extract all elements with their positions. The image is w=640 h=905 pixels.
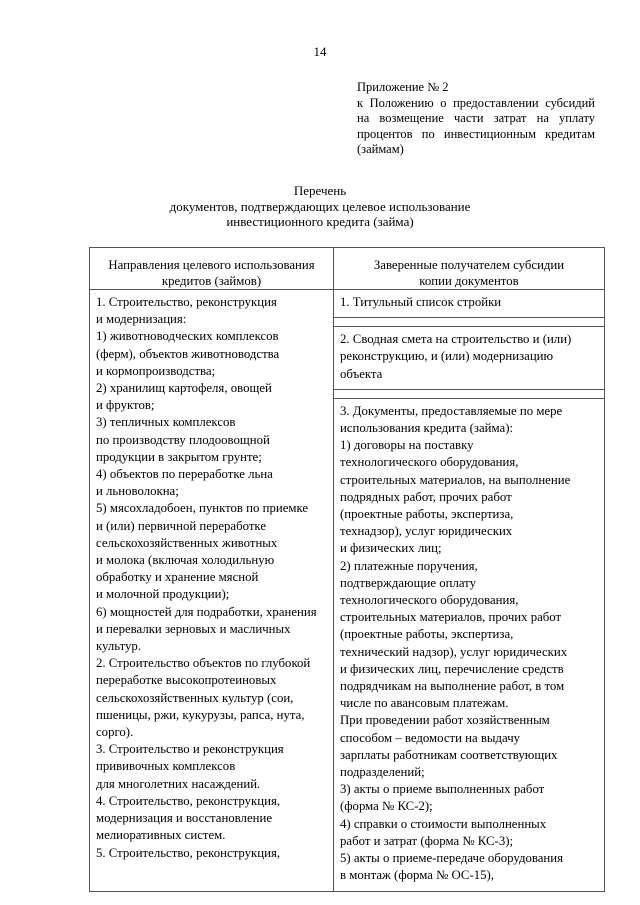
document-line: (проектные работы, экспертиза, bbox=[340, 507, 514, 522]
documents-divider bbox=[334, 390, 604, 399]
page-number: 14 bbox=[313, 44, 327, 59]
documents-item bbox=[334, 399, 604, 891]
direction-line: мелиоративных систем. bbox=[96, 828, 226, 843]
document-line: и физических лиц; bbox=[340, 541, 442, 556]
document-line: строительных материалов, на выполнение bbox=[340, 472, 571, 487]
directions-cell bbox=[90, 290, 334, 892]
table-row bbox=[90, 290, 605, 892]
document-line: технологического оборудования, bbox=[340, 593, 519, 608]
header-line: кредитов (займов) bbox=[161, 274, 262, 288]
document-line: 2. Сводная смета на строительство и (или) bbox=[340, 332, 572, 347]
document-line: в монтаж (форма № ОС-15), bbox=[340, 868, 494, 883]
appendix-block bbox=[357, 80, 595, 158]
direction-line: 3. Строительство и реконструкция bbox=[96, 742, 284, 757]
header-line: Направления целевого использования bbox=[108, 258, 315, 272]
document-line: (форма № КС-2); bbox=[340, 799, 433, 814]
document-line: технадзор), услуг юридических bbox=[340, 524, 513, 539]
document-line: использования кредита (займа): bbox=[340, 421, 514, 436]
appendix-line: на возмещение части затрат на уплату bbox=[357, 111, 595, 125]
direction-line: переработке высокопротеиновых bbox=[96, 673, 277, 688]
document-line: подрядчикам на выполнение работ, в том bbox=[340, 679, 565, 694]
direction-line: для многолетних насаждений. bbox=[96, 776, 261, 791]
documents-item bbox=[334, 327, 604, 390]
direction-line: сорго). bbox=[96, 725, 134, 740]
header-line: копии документов bbox=[419, 274, 519, 288]
direction-line: 5. Строительство, реконструкция, bbox=[96, 845, 281, 860]
documents-cell bbox=[334, 290, 605, 892]
header-line: Заверенные получателем субсидии bbox=[373, 258, 565, 272]
appendix-lines bbox=[357, 96, 595, 158]
direction-line: и молочной продукции); bbox=[96, 587, 230, 602]
document-title-line: инвестиционного кредита (займа) bbox=[226, 214, 414, 229]
documents-divider bbox=[334, 318, 604, 327]
document-line: объекта bbox=[340, 366, 383, 381]
document-line: 3. Документы, предоставляемые по мере bbox=[340, 403, 563, 418]
direction-line: 2) хранилищ картофеля, овощей bbox=[96, 381, 272, 396]
document-title bbox=[0, 183, 640, 230]
table-header-cell-directions bbox=[90, 248, 334, 290]
documents-item bbox=[334, 290, 604, 318]
direction-line: 6) мощностей для подработки, хранения bbox=[96, 604, 317, 619]
document-line: зарплаты работникам соответствующих bbox=[340, 747, 558, 762]
direction-line: 1) животноводческих комплексов bbox=[96, 329, 279, 344]
direction-line: и льноволокна; bbox=[96, 484, 179, 499]
direction-line: пшеницы, ржи, кукурузы, рапса, нута, bbox=[96, 707, 305, 722]
document-line: При проведении работ хозяйственным bbox=[340, 713, 550, 728]
direction-line: культур. bbox=[96, 639, 142, 654]
document-title-line: Перечень bbox=[293, 183, 347, 198]
document-line: строительных материалов, прочих работ bbox=[340, 610, 562, 625]
direction-line: и перевалки зерновых и масличных bbox=[96, 621, 291, 636]
document-line: подтверждающие оплату bbox=[340, 575, 477, 590]
document-line: технический надзор), услуг юридических bbox=[340, 644, 568, 659]
direction-line: прививочных комплексов bbox=[96, 759, 236, 774]
direction-line: обработку и хранение мясной bbox=[96, 570, 259, 585]
appendix-line: (займам) bbox=[357, 142, 404, 156]
direction-line: по производству плодоовощной bbox=[96, 432, 270, 447]
direction-line: модернизация и восстановление bbox=[96, 811, 273, 826]
direction-line: 5) мясохладобоен, пунктов по приемке bbox=[96, 501, 309, 516]
direction-line: 1. Строительство, реконструкция bbox=[96, 295, 277, 309]
direction-line: (ферм), объектов животноводства bbox=[96, 346, 280, 361]
document-line: 3) акты о приеме выполненных работ bbox=[340, 782, 545, 797]
document-line: 2) платежные поручения, bbox=[340, 558, 478, 573]
appendix-title: Приложение № 2 bbox=[357, 80, 449, 94]
document-line: 4) справки о стоимости выполненных bbox=[340, 816, 547, 831]
document-line: технологического оборудования, bbox=[340, 455, 519, 470]
document-line: (проектные работы, экспертиза, bbox=[340, 627, 514, 642]
direction-line: 2. Строительство объектов по глубокой bbox=[96, 656, 311, 671]
document-line: подрядных работ, прочих работ bbox=[340, 489, 512, 504]
direction-line: продукции в закрытом грунте; bbox=[96, 449, 262, 464]
direction-line: и молока (включая холодильную bbox=[96, 553, 275, 568]
document-line: числе по авансовым платежам. bbox=[340, 696, 509, 711]
direction-line: и модернизация: bbox=[96, 312, 187, 327]
document-line: реконструкцию, и (или) модернизацию bbox=[340, 349, 554, 364]
table-header-row bbox=[90, 248, 605, 290]
direction-line: 4) объектов по переработке льна bbox=[96, 467, 273, 482]
direction-line: и фруктов; bbox=[96, 398, 155, 413]
direction-line: 4. Строительство, реконструкция, bbox=[96, 793, 281, 808]
direction-line: сельскохозяйственных животных bbox=[96, 535, 278, 550]
direction-line: 3) тепличных комплексов bbox=[96, 415, 236, 430]
document-line: и физических лиц, перечисление средств bbox=[340, 661, 564, 676]
document-line: подразделений; bbox=[340, 765, 425, 780]
documents-table bbox=[89, 247, 605, 892]
direction-line: сельскохозяйственных культур (сои, bbox=[96, 690, 294, 705]
appendix-line: к Положению о предоставлении субсидий bbox=[357, 95, 595, 110]
direction-line: и (или) первичной переработке bbox=[96, 518, 266, 533]
appendix-line: процентов по инвестиционным кредитам bbox=[357, 126, 595, 141]
document-title-line: документов, подтверждающих целевое использование bbox=[169, 198, 471, 214]
document-line: 5) акты о приеме-передаче оборудования bbox=[340, 851, 563, 866]
document-line: 1) договоры на поставку bbox=[340, 438, 474, 453]
document-line: работ и затрат (форма № КС-3); bbox=[340, 833, 514, 848]
table-header-cell-documents bbox=[334, 248, 605, 290]
direction-line: и кормопроизводства; bbox=[96, 363, 216, 378]
document-line: 1. Титульный список стройки bbox=[340, 295, 502, 309]
document-line: способом – ведомости на выдачу bbox=[340, 730, 521, 745]
